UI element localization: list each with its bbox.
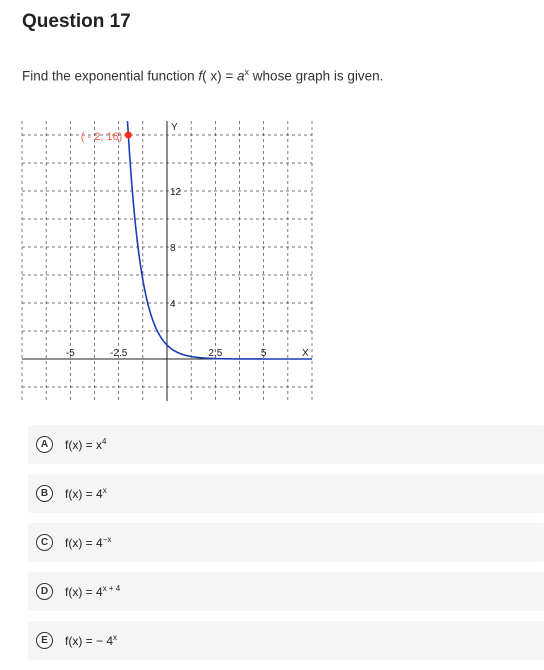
x-axis-label: X	[302, 348, 309, 359]
choice-a-badge: A	[36, 436, 53, 453]
choice-c-sup: −x	[102, 535, 112, 544]
prompt-text-1: Find the exponential function	[22, 68, 199, 84]
exponential-graph	[0, 110, 340, 410]
choice-b-base: f(x) = 4	[65, 487, 103, 501]
prompt-base: a	[237, 68, 245, 84]
choice-c[interactable]	[28, 523, 544, 562]
choice-b-text	[65, 486, 107, 501]
y-tick-label: 8	[170, 243, 176, 254]
choice-c-text	[65, 535, 111, 550]
y-axis-label: Y	[171, 122, 178, 133]
choice-d-sup: x + 4	[102, 584, 121, 593]
choice-b[interactable]	[28, 474, 544, 513]
prompt-text-3: whose graph is given.	[249, 68, 384, 84]
choice-b-sup: x	[102, 486, 107, 495]
choice-a-sup: 4	[102, 437, 107, 446]
question-title: Question 17	[22, 11, 131, 32]
answer-choices	[28, 425, 544, 670]
choice-e-text	[65, 633, 117, 648]
choice-e[interactable]	[28, 621, 544, 660]
choice-d-badge: D	[36, 583, 53, 600]
x-tick-label: 2.5	[208, 348, 223, 359]
y-tick-label: 4	[170, 299, 176, 310]
choice-b-badge: B	[36, 485, 53, 502]
choice-a-base: f(x) = x	[65, 438, 103, 452]
prompt-text-2: ( x) =	[202, 68, 238, 84]
prompt-exponent: x	[244, 67, 250, 77]
choice-e-base: f(x) = − 4	[65, 634, 114, 648]
choice-c-base: f(x) = 4	[65, 536, 103, 550]
x-tick-label: -2.5	[110, 348, 128, 359]
y-tick-label: 12	[170, 187, 182, 198]
point-label: ( - 2, 16)	[80, 131, 123, 143]
choice-e-sup: x	[113, 633, 118, 642]
choice-d-text	[65, 584, 120, 599]
choice-d-base: f(x) = 4	[65, 585, 103, 599]
x-tick-label: -5	[65, 348, 75, 359]
function-curve	[127, 121, 312, 359]
choice-d[interactable]	[28, 572, 544, 611]
choice-c-badge: C	[36, 534, 53, 551]
prompt-func: f	[198, 68, 203, 84]
x-tick-label: 5	[260, 348, 267, 359]
choice-e-badge: E	[36, 632, 53, 649]
choice-a[interactable]	[28, 425, 544, 464]
marked-point	[125, 132, 132, 139]
choice-a-text	[65, 437, 106, 452]
question-prompt	[22, 67, 383, 84]
